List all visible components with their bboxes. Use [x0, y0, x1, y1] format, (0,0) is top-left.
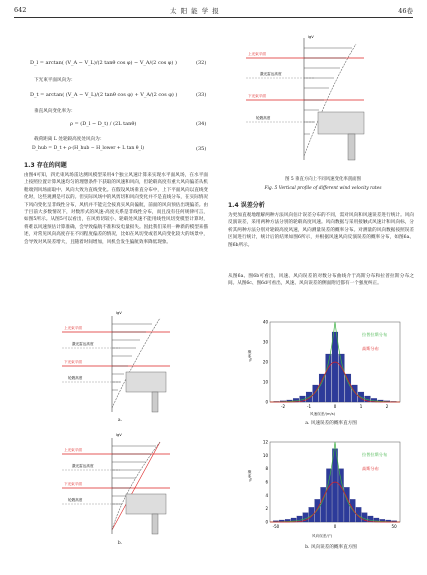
x-tick-label: -1 — [307, 404, 311, 409]
legend-entry: 拉普拉斯分布 — [362, 332, 388, 337]
y-tick-label: 30 — [262, 339, 268, 345]
equation-35: D_hub = D_t + ρ·(H_hub − H_lower + L tan θ_l) — [32, 146, 145, 151]
x-tick-label: -50 — [272, 524, 280, 529]
label-lower-beam: 下光束平面风向为： — [34, 78, 76, 83]
y-tick-label: 20 — [262, 359, 268, 365]
bar — [352, 385, 358, 402]
x-tick-label: 50 — [391, 524, 397, 529]
y-tick-label: 10 — [262, 452, 268, 458]
fig4a-sub: a. — [117, 418, 123, 423]
equation-34-number: (34) — [196, 121, 207, 127]
fig4b-label-lidar: 激光雷达高度 — [72, 464, 94, 468]
y-tick-label: 6 — [265, 479, 268, 485]
figure-5 — [244, 30, 404, 165]
section-1-4-paragraph-2: 从图6a、图6b可看出，风速、风向误差的对数分布曲线介于高斯分布和拉普拉斯分布之间。从图6c、图6d可看出，风速、风向误差的侧面附近都有一个强度纠正。 — [228, 274, 414, 287]
volume: 46卷 — [398, 7, 413, 15]
fig4a-label-hub: 轮毂高度 — [68, 376, 83, 380]
bar — [332, 332, 338, 402]
chartA-xlabel: 风速误差/(m/s) — [310, 412, 335, 416]
x-tick-label: 0 — [333, 404, 337, 409]
x-tick-label: 1 — [359, 404, 363, 409]
chartB-xlabel: 风向误差/(°) — [312, 534, 333, 538]
section-1-4-paragraph-1: 为更加直观地理解两种方法风向估计误差分布的不同，需对风向和风速误差进行统计。风向反演误差，采用两种方法分别的轮毂高度风速。风向数据与采用接触式风速计和风向标，分析其两种方法分别对轮毂高度风速，风向测量误差的概率分布。对测量的风向数据按照误差区间进行统计，统计后的结果如图6所示，并根据风速风向反演误差的概率分布，如图6a、图6b所示。 — [228, 213, 414, 248]
fig5-axis-label: lgV — [308, 35, 314, 39]
fig4a-label-lower: 下光束平面 — [64, 360, 82, 364]
fig4a-label-lidar: 激光雷达高度 — [72, 342, 94, 346]
label-hub: 载荷距离 L 处轮毂高度处风向为： — [34, 137, 105, 142]
figure-4a — [60, 308, 210, 418]
chartA-sub: a. 风速误差的概率直方图 — [305, 421, 357, 426]
fig4b-label-upper: 上光束平面 — [64, 448, 82, 452]
fig4b-sub: b. — [117, 541, 123, 546]
bar — [326, 469, 331, 522]
legend-entry: 高斯分布 — [362, 346, 379, 351]
section-1-3-paragraph: 由图4可知，四光束风场雷达测风模型采用4个独立风速计算来实现水平面风场，在水平面上按照位置计算风速均匀的理想条件下获取的风速和风向，但轮毂高度有重大风向偏差从机舱端到风场面取中、风向大致为直线变化。在假设风场垂直分布中，上下平面风向以直线变化时，这些观测是可以的。但实际风场中的风剪切和风向变化并不是直线分布，在实际情况下风向变化呈非线性分布，风机并不能完全按真实风向偏航，前面的风向预估出现偏差。由于目前大多数情况下，对数形式的风速-高度关系是非线性分布，而且没有任何规律可言，如图5所示。从图5可以看出，在风剪切较小、轮毂处风速不能用线性风切变模型计算时，将难以风速预估计算准确，会导致偏航不准和发电量损失。因此我们采用一种新的模型来描述，对常见风向高度存在不同程度偏差的情况，比如在风切变或者风向变化较大的场景中，会导致对风误差增大，且随着时间增加，风机会发生偏航效率降低现象。 — [24, 173, 208, 245]
bar — [321, 487, 326, 522]
fig5-label-hub: 轮毂高度 — [256, 116, 271, 120]
x-tick-label: 0 — [333, 524, 337, 529]
bar — [338, 469, 343, 522]
y-tick-label: 8 — [265, 466, 268, 472]
section-1-3-title: 1.3 存在的问题 — [24, 162, 67, 169]
y-tick-label: 10 — [262, 379, 268, 385]
bar — [344, 487, 349, 522]
page-number: 642 — [14, 6, 27, 14]
y-tick-label: 4 — [265, 492, 268, 498]
fig5-caption-en: Fig. 5 Vertical profile of different wind velocity rates — [264, 186, 382, 191]
fig5-label-upper: 上光束平面 — [248, 52, 266, 56]
equation-32: D_l = arctan( (V_A − V_L)/(2 tanθ cos φ) − V_A/(2 cos φ) ) — [30, 60, 177, 66]
journal-title: 太 阳 能 学 报 — [170, 7, 220, 15]
fig4b-label-lower: 下光束平面 — [64, 482, 82, 486]
bar — [332, 449, 337, 522]
fig5-caption-cn: 图 5 垂直方向上不同风速变化率剖面图 — [285, 177, 361, 182]
fig5-label-lower: 下光束平面 — [248, 94, 266, 98]
chart-wind-speed-error — [256, 318, 406, 416]
chartA-ylabel: 概率/% — [248, 350, 252, 362]
legend-entry: 高斯分布 — [362, 466, 379, 471]
equation-33: D_t = arctan( (V_A − V_L)/(2 tanθ cos φ) + V_A/(2 cos φ) ) — [30, 92, 178, 98]
equation-34: ρ = (D_l − D_t) / (2L tanθ) — [70, 121, 137, 127]
figure-4b — [60, 430, 210, 540]
fig4a-axis-label: lgV — [116, 311, 122, 315]
equation-33-number: (33) — [196, 92, 207, 98]
legend-entry: 拉普拉斯分布 — [362, 452, 388, 457]
equation-35-number: (35) — [196, 146, 207, 152]
bar — [313, 385, 319, 402]
section-1-4-title: 1.4 误差分析 — [228, 202, 265, 209]
y-tick-label: 0 — [265, 399, 268, 405]
fig5-label-lidar: 激光雷达高度 — [260, 72, 282, 76]
y-tick-label: 40 — [262, 319, 268, 325]
fig4b-axis-label: lgV — [116, 433, 122, 437]
chartB-sub: b. 风向误差的概率直方图 — [305, 545, 357, 550]
x-tick-label: -2 — [281, 404, 285, 409]
label-veer: 垂直风向变化率为： — [34, 109, 76, 114]
x-tick-label: 2 — [385, 404, 389, 409]
fig4a-label-upper: 上光束平面 — [64, 326, 82, 330]
fig4b-label-hub: 轮毂高度 — [68, 498, 83, 502]
chartB-ylabel: 概率/% — [248, 470, 252, 482]
y-tick-label: 12 — [262, 439, 268, 445]
equation-32-number: (32) — [196, 60, 207, 66]
y-tick-label: 0 — [265, 519, 268, 525]
y-tick-label: 2 — [265, 506, 268, 512]
chart-wind-direction-error — [256, 438, 406, 538]
header-rule — [14, 17, 413, 18]
